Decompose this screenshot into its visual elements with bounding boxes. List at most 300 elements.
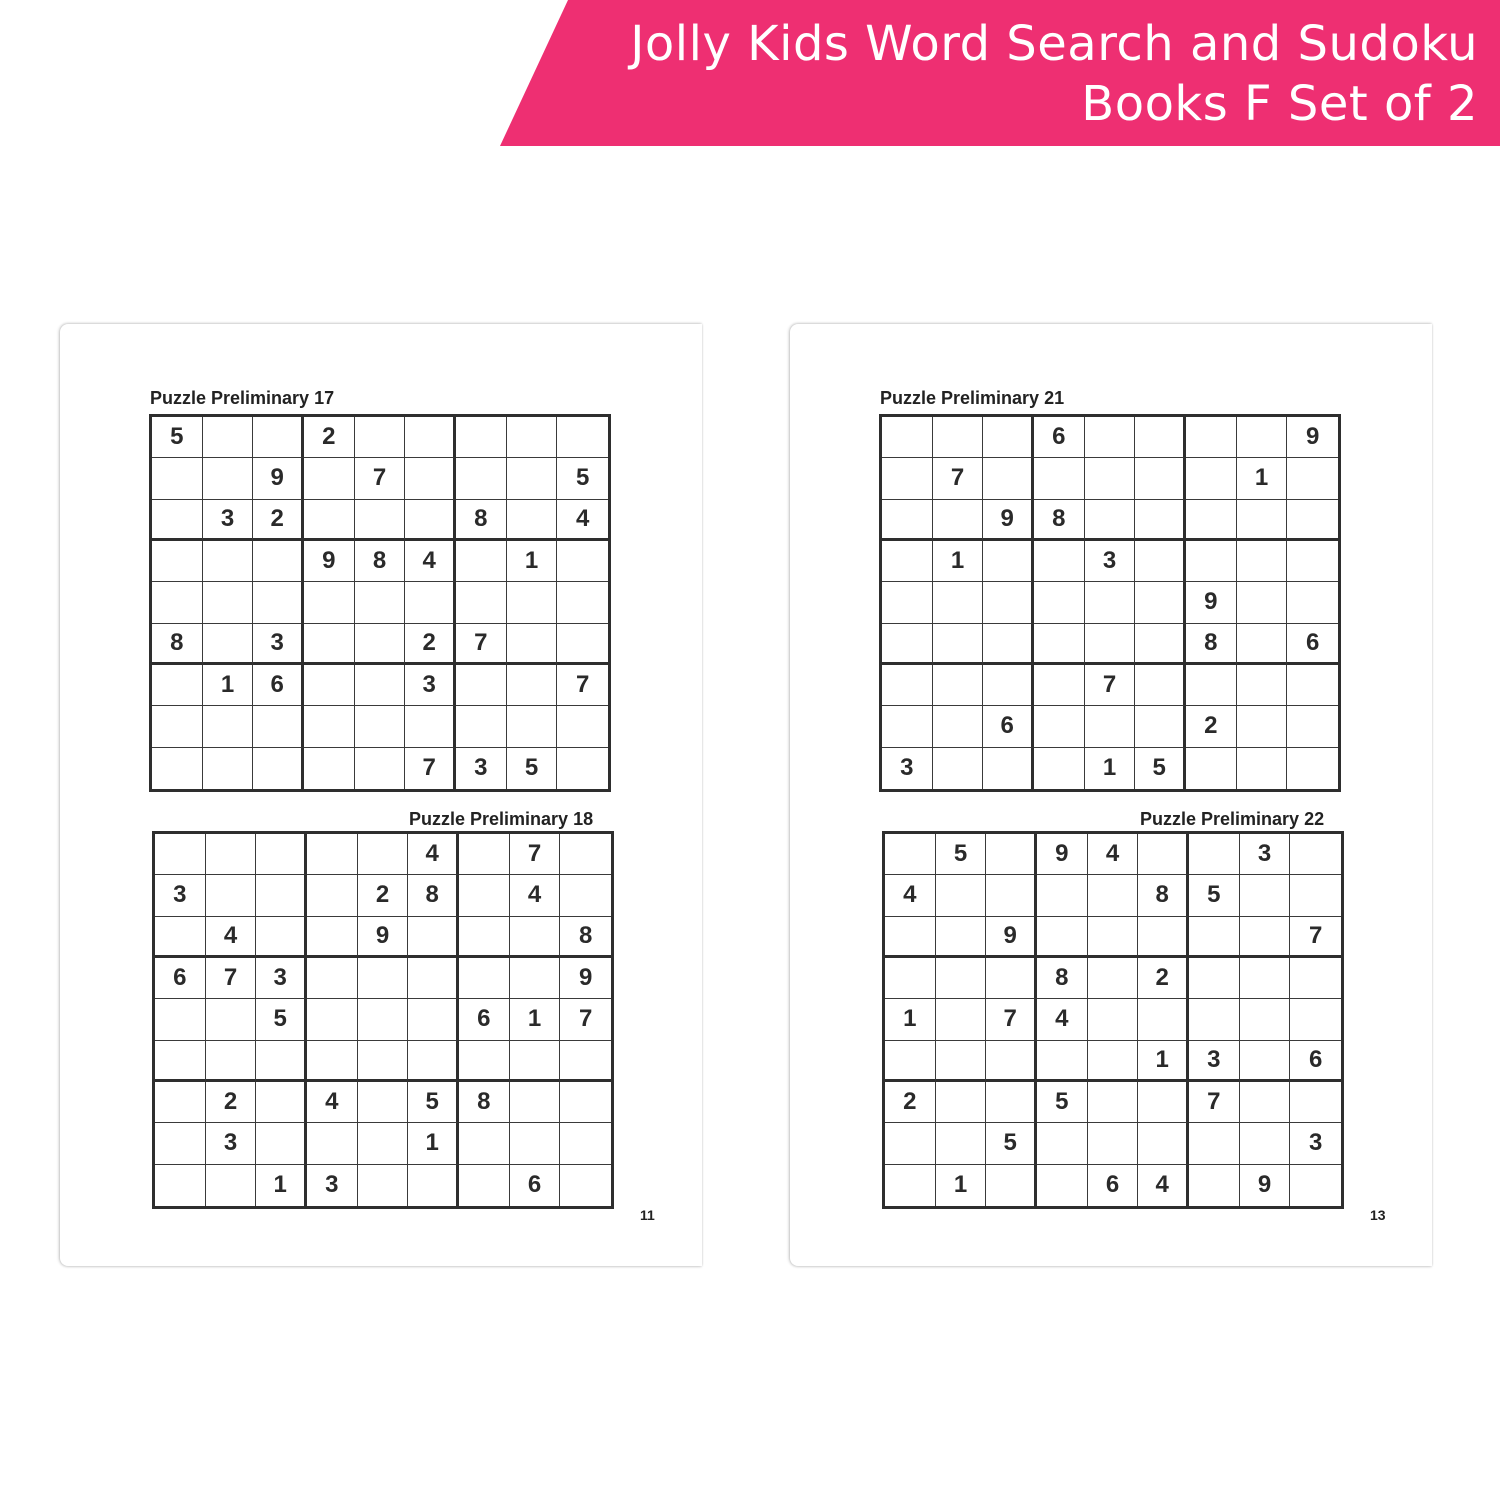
sudoku-cell-empty [155, 999, 206, 1040]
sudoku-cell-empty [459, 875, 510, 916]
sudoku-cell-empty [1237, 706, 1288, 747]
puzzle-title: Puzzle Preliminary 18 [409, 809, 594, 829]
sudoku-cell-empty [1088, 999, 1139, 1040]
sudoku-cell-empty [155, 1123, 206, 1164]
sudoku-cell-empty [1085, 500, 1136, 541]
sudoku-cell-given: 5 [936, 834, 987, 875]
sudoku-cell-given: 3 [1085, 541, 1136, 582]
sudoku-cell-given: 1 [256, 1165, 307, 1206]
sudoku-cell-empty [560, 1082, 611, 1123]
sudoku-cell-empty [304, 582, 355, 623]
sudoku-cell-empty [986, 1165, 1037, 1206]
banner-title-line-1: Jolly Kids Word Search and Sudoku [630, 16, 1478, 72]
sudoku-cell-empty [1237, 500, 1288, 541]
header-banner [0, 0, 1500, 146]
sudoku-cell-given: 6 [510, 1165, 561, 1206]
sudoku-cell-empty [307, 834, 358, 875]
sudoku-cell-empty [557, 417, 608, 458]
sudoku-cell-empty [307, 1123, 358, 1164]
sudoku-cell-empty [155, 1041, 206, 1082]
sudoku-cell-empty [1135, 500, 1186, 541]
sudoku-cell-given: 1 [933, 541, 984, 582]
sudoku-cell-empty [1034, 582, 1085, 623]
sudoku-cell-empty [155, 1082, 206, 1123]
sudoku-cell-empty [1034, 748, 1085, 789]
sudoku-cell-given: 1 [1138, 1041, 1189, 1082]
sudoku-cell-empty [1290, 1165, 1341, 1206]
sudoku-cell-empty [1287, 665, 1338, 706]
sudoku-cell-given: 2 [206, 1082, 257, 1123]
sudoku-cell-given: 1 [885, 999, 936, 1040]
page-number: 11 [640, 1207, 655, 1223]
sudoku-cell-given: 5 [256, 999, 307, 1040]
sudoku-cell-empty [358, 999, 409, 1040]
sudoku-cell-empty [206, 875, 257, 916]
sudoku-cell-empty [1088, 1041, 1139, 1082]
sudoku-cell-given: 8 [355, 541, 406, 582]
sudoku-cell-given: 8 [456, 500, 507, 541]
sudoku-cell-empty [560, 834, 611, 875]
sudoku-cell-empty [1135, 417, 1186, 458]
sudoku-cell-empty [1290, 1082, 1341, 1123]
sudoku-cell-empty [155, 834, 206, 875]
sudoku-cell-empty [304, 500, 355, 541]
sudoku-cell-empty [206, 1041, 257, 1082]
sudoku-cell-empty [405, 458, 456, 499]
sudoku-cell-empty [885, 917, 936, 958]
sudoku-cell-empty [933, 748, 984, 789]
sudoku-cell-empty [882, 500, 933, 541]
sudoku-cell-empty [1237, 665, 1288, 706]
sudoku-cell-empty [510, 1041, 561, 1082]
sudoku-cell-empty [936, 1041, 987, 1082]
sudoku-cell-empty [405, 417, 456, 458]
sudoku-cell-given: 4 [510, 875, 561, 916]
sudoku-cell-empty [408, 1165, 459, 1206]
sudoku-cell-empty [1240, 1123, 1291, 1164]
sudoku-cell-given: 3 [256, 958, 307, 999]
sudoku-cell-empty [459, 958, 510, 999]
sudoku-grid [152, 831, 614, 1209]
sudoku-cell-empty [507, 582, 558, 623]
sudoku-cell-empty [986, 1041, 1037, 1082]
sudoku-cell-empty [405, 500, 456, 541]
sudoku-cell-empty [1237, 541, 1288, 582]
sudoku-cell-empty [408, 917, 459, 958]
sudoku-cell-empty [507, 500, 558, 541]
sudoku-cell-empty [1237, 582, 1288, 623]
sudoku-cell-empty [152, 582, 203, 623]
sudoku-cell-empty [307, 1041, 358, 1082]
sudoku-cell-empty [253, 748, 304, 789]
sudoku-cell-given: 7 [206, 958, 257, 999]
sudoku-cell-empty [933, 665, 984, 706]
sudoku-cell-empty [456, 417, 507, 458]
sudoku-cell-given: 8 [1037, 958, 1088, 999]
sudoku-cell-empty [507, 417, 558, 458]
sudoku-cell-empty [1237, 417, 1288, 458]
sudoku-cell-empty [1135, 706, 1186, 747]
sudoku-cell-empty [152, 706, 203, 747]
sudoku-cell-given: 3 [155, 875, 206, 916]
sudoku-cell-empty [253, 582, 304, 623]
sudoku-cell-empty [1240, 917, 1291, 958]
sudoku-cell-empty [1290, 875, 1341, 916]
sudoku-cell-given: 3 [1290, 1123, 1341, 1164]
sudoku-cell-given: 6 [459, 999, 510, 1040]
sudoku-cell-empty [358, 834, 409, 875]
sudoku-cell-empty [1085, 458, 1136, 499]
sudoku-cell-given: 2 [1186, 706, 1237, 747]
sudoku-cell-empty [936, 917, 987, 958]
sudoku-cell-empty [986, 1082, 1037, 1123]
sudoku-cell-empty [1287, 458, 1338, 499]
sudoku-cell-empty [1287, 582, 1338, 623]
puzzle-title: Puzzle Preliminary 17 [150, 388, 335, 408]
sudoku-cell-given: 2 [885, 1082, 936, 1123]
sudoku-cell-empty [882, 541, 933, 582]
sudoku-cell-empty [459, 1165, 510, 1206]
sudoku-cell-empty [986, 875, 1037, 916]
sudoku-cell-empty [152, 458, 203, 499]
sudoku-cell-given: 4 [206, 917, 257, 958]
sudoku-cell-empty [507, 458, 558, 499]
sudoku-cell-empty [1034, 624, 1085, 665]
sudoku-cell-empty [253, 706, 304, 747]
sudoku-cell-empty [882, 458, 933, 499]
sudoku-cell-given: 9 [1240, 1165, 1291, 1206]
sudoku-cell-given: 3 [405, 665, 456, 706]
sudoku-cell-given: 2 [1138, 958, 1189, 999]
sudoku-cell-given: 1 [408, 1123, 459, 1164]
sudoku-cell-given: 9 [358, 917, 409, 958]
sudoku-cell-empty [1287, 748, 1338, 789]
sudoku-cell-empty [936, 999, 987, 1040]
sudoku-cell-empty [510, 958, 561, 999]
sudoku-cell-empty [206, 834, 257, 875]
sudoku-cell-given: 5 [557, 458, 608, 499]
sudoku-cell-given: 7 [1290, 917, 1341, 958]
sudoku-cell-empty [507, 624, 558, 665]
sudoku-cell-given: 3 [1189, 1041, 1240, 1082]
sudoku-cell-given: 3 [1240, 834, 1291, 875]
sudoku-cell-empty [405, 706, 456, 747]
sudoku-cell-given: 5 [1189, 875, 1240, 916]
sudoku-cell-empty [882, 417, 933, 458]
sudoku-cell-given: 5 [1135, 748, 1186, 789]
sudoku-cell-empty [557, 706, 608, 747]
sudoku-cell-empty [203, 706, 254, 747]
sudoku-cell-empty [1037, 875, 1088, 916]
sudoku-cell-given: 3 [253, 624, 304, 665]
sudoku-cell-given: 3 [203, 500, 254, 541]
sudoku-cell-empty [355, 706, 406, 747]
sudoku-cell-empty [557, 624, 608, 665]
sudoku-cell-empty [1138, 1123, 1189, 1164]
sudoku-grid [879, 414, 1341, 792]
sudoku-cell-empty [1135, 582, 1186, 623]
sudoku-cell-empty [358, 958, 409, 999]
sudoku-cell-empty [1088, 958, 1139, 999]
page-number: 13 [1370, 1207, 1386, 1223]
sudoku-cell-empty [152, 748, 203, 789]
sudoku-cell-given: 2 [253, 500, 304, 541]
sudoku-cell-empty [152, 500, 203, 541]
sudoku-cell-given: 1 [510, 999, 561, 1040]
sudoku-cell-given: 6 [1287, 624, 1338, 665]
sudoku-cell-given: 1 [1085, 748, 1136, 789]
sudoku-cell-empty [1240, 1041, 1291, 1082]
sudoku-cell-empty [1138, 917, 1189, 958]
sudoku-cell-given: 1 [203, 665, 254, 706]
sudoku-cell-empty [933, 582, 984, 623]
sudoku-cell-empty [885, 1041, 936, 1082]
sudoku-cell-empty [557, 748, 608, 789]
sudoku-cell-empty [1240, 875, 1291, 916]
sudoku-cell-empty [885, 834, 936, 875]
banner-title [630, 14, 1478, 134]
sudoku-cell-empty [1240, 1082, 1291, 1123]
sudoku-cell-empty [1138, 999, 1189, 1040]
sudoku-cell-empty [203, 458, 254, 499]
sudoku-cell-empty [307, 958, 358, 999]
sudoku-cell-empty [203, 417, 254, 458]
sudoku-cell-given: 7 [560, 999, 611, 1040]
sudoku-cell-empty [304, 665, 355, 706]
sudoku-cell-empty [355, 624, 406, 665]
sudoku-cell-empty [560, 1123, 611, 1164]
sudoku-cell-empty [1037, 917, 1088, 958]
sudoku-cell-empty [253, 417, 304, 458]
sudoku-cell-given: 9 [253, 458, 304, 499]
sudoku-cell-empty [986, 958, 1037, 999]
sudoku-cell-empty [358, 1041, 409, 1082]
sudoku-cell-given: 5 [408, 1082, 459, 1123]
sudoku-cell-empty [459, 917, 510, 958]
sudoku-cell-given: 6 [1088, 1165, 1139, 1206]
sudoku-cell-given: 9 [560, 958, 611, 999]
sudoku-cell-empty [983, 541, 1034, 582]
sudoku-cell-empty [1237, 624, 1288, 665]
sudoku-cell-empty [510, 1082, 561, 1123]
sudoku-cell-empty [1085, 417, 1136, 458]
sudoku-cell-empty [256, 834, 307, 875]
sudoku-cell-empty [983, 665, 1034, 706]
sudoku-cell-empty [983, 748, 1034, 789]
sudoku-cell-empty [1034, 706, 1085, 747]
sudoku-cell-empty [355, 665, 406, 706]
sudoku-cell-empty [882, 582, 933, 623]
sudoku-cell-empty [1186, 665, 1237, 706]
sudoku-cell-empty [358, 1123, 409, 1164]
sudoku-cell-given: 4 [408, 834, 459, 875]
sudoku-cell-empty [1135, 665, 1186, 706]
sudoku-cell-empty [936, 1123, 987, 1164]
sudoku-cell-given: 5 [152, 417, 203, 458]
sudoku-cell-empty [983, 624, 1034, 665]
sudoku-cell-given: 7 [1085, 665, 1136, 706]
sudoku-cell-given: 9 [983, 500, 1034, 541]
sudoku-cell-empty [1034, 665, 1085, 706]
sudoku-cell-empty [307, 999, 358, 1040]
sudoku-cell-given: 1 [936, 1165, 987, 1206]
sudoku-cell-empty [1290, 999, 1341, 1040]
sudoku-cell-empty [1135, 624, 1186, 665]
sudoku-cell-empty [1088, 875, 1139, 916]
sudoku-cell-empty [256, 1082, 307, 1123]
sudoku-cell-empty [355, 748, 406, 789]
sudoku-cell-given: 8 [1186, 624, 1237, 665]
sudoku-cell-given: 8 [560, 917, 611, 958]
sudoku-cell-empty [882, 665, 933, 706]
sudoku-cell-given: 9 [1186, 582, 1237, 623]
sudoku-cell-empty [1189, 999, 1240, 1040]
sudoku-cell-given: 6 [253, 665, 304, 706]
sudoku-cell-given: 1 [507, 541, 558, 582]
sudoku-cell-empty [152, 665, 203, 706]
sudoku-cell-empty [1186, 417, 1237, 458]
sudoku-cell-empty [1287, 541, 1338, 582]
sudoku-cell-given: 4 [885, 875, 936, 916]
sudoku-grid [882, 831, 1344, 1209]
sudoku-cell-empty [1034, 541, 1085, 582]
sudoku-cell-empty [983, 417, 1034, 458]
sudoku-cell-given: 6 [155, 958, 206, 999]
sudoku-cell-empty [355, 417, 406, 458]
sudoku-cell-given: 4 [1037, 999, 1088, 1040]
sudoku-cell-given: 3 [206, 1123, 257, 1164]
sudoku-cell-empty [307, 875, 358, 916]
sudoku-cell-empty [936, 1082, 987, 1123]
sudoku-cell-given: 7 [405, 748, 456, 789]
sudoku-cell-empty [1189, 958, 1240, 999]
puzzle-title: Puzzle Preliminary 22 [1140, 809, 1325, 829]
sudoku-cell-given: 4 [307, 1082, 358, 1123]
sudoku-cell-empty [933, 624, 984, 665]
sudoku-cell-empty [456, 541, 507, 582]
sudoku-cell-empty [986, 834, 1037, 875]
sudoku-cell-empty [307, 917, 358, 958]
sudoku-cell-given: 7 [1189, 1082, 1240, 1123]
sudoku-cell-empty [459, 1123, 510, 1164]
sudoku-cell-given: 8 [152, 624, 203, 665]
sudoku-cell-empty [1237, 748, 1288, 789]
sudoku-cell-empty [152, 541, 203, 582]
sudoku-cell-empty [1085, 582, 1136, 623]
sudoku-cell-empty [1186, 500, 1237, 541]
sudoku-cell-given: 3 [456, 748, 507, 789]
sudoku-cell-empty [882, 706, 933, 747]
sudoku-cell-empty [459, 834, 510, 875]
sudoku-cell-empty [155, 1165, 206, 1206]
sudoku-cell-empty [1189, 834, 1240, 875]
sudoku-cell-empty [933, 706, 984, 747]
sudoku-cell-empty [983, 458, 1034, 499]
sudoku-cell-empty [1037, 1123, 1088, 1164]
sudoku-cell-empty [408, 1041, 459, 1082]
sudoku-cell-given: 8 [1138, 875, 1189, 916]
sudoku-cell-empty [1186, 748, 1237, 789]
sudoku-cell-given: 2 [304, 417, 355, 458]
sudoku-cell-empty [933, 417, 984, 458]
sudoku-cell-empty [358, 1165, 409, 1206]
sudoku-cell-empty [1138, 1082, 1189, 1123]
sudoku-cell-empty [203, 582, 254, 623]
book-page-right [790, 324, 1432, 1266]
sudoku-cell-empty [885, 1123, 936, 1164]
sudoku-cell-empty [304, 458, 355, 499]
sudoku-cell-given: 5 [986, 1123, 1037, 1164]
sudoku-cell-given: 7 [557, 665, 608, 706]
sudoku-cell-empty [355, 500, 406, 541]
sudoku-cell-empty [557, 541, 608, 582]
sudoku-cell-empty [1189, 917, 1240, 958]
sudoku-cell-empty [1290, 958, 1341, 999]
sudoku-grid [149, 414, 611, 792]
sudoku-cell-given: 3 [307, 1165, 358, 1206]
sudoku-cell-given: 4 [1138, 1165, 1189, 1206]
sudoku-cell-given: 9 [986, 917, 1037, 958]
sudoku-cell-given: 9 [1287, 417, 1338, 458]
puzzle-title: Puzzle Preliminary 21 [880, 388, 1065, 408]
sudoku-cell-given: 7 [986, 999, 1037, 1040]
sudoku-cell-empty [507, 665, 558, 706]
sudoku-cell-empty [1088, 1082, 1139, 1123]
sudoku-cell-empty [459, 1041, 510, 1082]
sudoku-cell-given: 7 [510, 834, 561, 875]
sudoku-cell-empty [1085, 624, 1136, 665]
sudoku-cell-empty [1189, 1123, 1240, 1164]
sudoku-cell-empty [355, 582, 406, 623]
sudoku-cell-empty [933, 500, 984, 541]
sudoku-cell-empty [936, 875, 987, 916]
sudoku-cell-empty [1034, 458, 1085, 499]
sudoku-cell-given: 6 [1034, 417, 1085, 458]
sudoku-cell-empty [1189, 1165, 1240, 1206]
sudoku-cell-empty [253, 541, 304, 582]
sudoku-cell-empty [203, 624, 254, 665]
sudoku-cell-given: 4 [557, 500, 608, 541]
sudoku-cell-empty [408, 958, 459, 999]
sudoku-cell-given: 7 [456, 624, 507, 665]
sudoku-cell-empty [1135, 458, 1186, 499]
sudoku-cell-empty [304, 706, 355, 747]
sudoku-cell-empty [1138, 834, 1189, 875]
sudoku-cell-empty [256, 1041, 307, 1082]
sudoku-cell-empty [1088, 1123, 1139, 1164]
sudoku-cell-given: 8 [408, 875, 459, 916]
sudoku-cell-empty [206, 999, 257, 1040]
sudoku-cell-given: 6 [983, 706, 1034, 747]
sudoku-cell-empty [456, 665, 507, 706]
sudoku-cell-empty [256, 917, 307, 958]
sudoku-cell-empty [1240, 999, 1291, 1040]
sudoku-cell-empty [408, 999, 459, 1040]
sudoku-cell-empty [1287, 500, 1338, 541]
sudoku-cell-empty [507, 706, 558, 747]
sudoku-cell-given: 4 [1088, 834, 1139, 875]
sudoku-cell-given: 4 [405, 541, 456, 582]
sudoku-cell-empty [256, 1123, 307, 1164]
sudoku-cell-empty [1037, 1041, 1088, 1082]
sudoku-cell-empty [1037, 1165, 1088, 1206]
sudoku-cell-empty [1135, 541, 1186, 582]
sudoku-cell-empty [456, 706, 507, 747]
sudoku-cell-empty [358, 1082, 409, 1123]
sudoku-cell-empty [456, 458, 507, 499]
sudoku-cell-empty [155, 917, 206, 958]
sudoku-cell-empty [203, 748, 254, 789]
